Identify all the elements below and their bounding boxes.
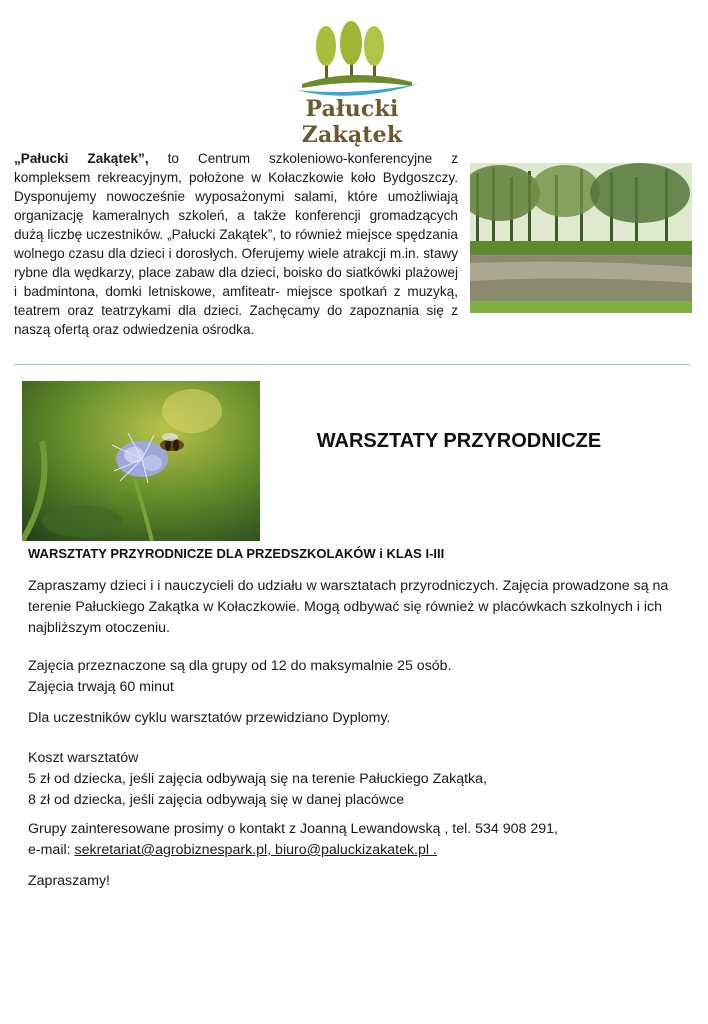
email-line — [28, 840, 678, 861]
paragraph-group-info — [28, 656, 678, 698]
intro-paragraph — [14, 149, 458, 339]
intro-name: „Pałucki Zakątek”, — [14, 151, 149, 166]
tree-crown — [316, 26, 336, 66]
group-size-line: Zajęcia przeznaczone są dla grupy od 12 do maksymalnie 25 osób. — [28, 658, 452, 674]
email-separator: , — [267, 842, 272, 858]
closing-line: Zapraszamy! — [28, 873, 110, 889]
paragraph-cost — [28, 748, 678, 811]
section-title: WARSZTATY PRZYRODNICZE — [316, 430, 602, 452]
section-divider — [14, 364, 690, 365]
email-link-sekretariat[interactable]: sekretariat@agrobiznespark.pl — [74, 842, 268, 858]
cost-onsite: 5 zł od dziecka, jeśli zajęcia odbywają się na terenie Pałuckiego Zakątka, — [28, 771, 487, 787]
bee-flower-photo — [22, 381, 260, 541]
contact-line: Grupy zainteresowane prosimy o kontakt z Joanną Lewandowską , tel. 534 908 291, — [28, 821, 558, 837]
email-link-biuro[interactable]: biuro@paluckizakatek.pl . — [271, 842, 437, 858]
intro-text: to Centrum szkoleniowo-konferencyjne z kompleksem rekreacyjnym, położone w Kołaczkowie koło Bydgoszczy. Dysponujemy nowocześnie wyposażonymi salami, które umożliwiają organizację kameralnych szkoleń, a także konferencji gromadzących dużą liczbę uczestników. „Pałucki Zakątek”, to również miejsce spędzania wolnego czasu dla dzieci i dorosłych. Oferujemy wiele atrakcji m.in. stawy rybne dla wędkarzy, place zabaw dla dzieci, boisko do siatkówki plażowej i badmintona, domki letniskowe, amfiteatr- miejsce spotkań z muzyką, teatrem oraz teatrzykami dla dzieci. Zachęcamy do zapoznania się z naszą ofertą oraz odwiedzenia ośrodka. — [14, 151, 458, 337]
tree-crown — [340, 21, 362, 65]
paragraph-invitation: Zapraszamy dzieci i i nauczycieli do udziału w warsztatach przyrodniczych. Zajęcia prowadzone są na terenie Pałuckiego Zakątka w Kołaczkowie. Mogą odbywać się również w placówkach szkolnych i ich najbliższym otoczeniu. — [28, 578, 669, 636]
hill — [302, 75, 412, 88]
pond-photo — [470, 163, 692, 313]
paragraph-diplomas: Dla uczestników cyklu warsztatów przewidziano Dyplomy. — [28, 710, 391, 726]
cost-heading: Koszt warsztatów — [28, 750, 139, 766]
tree-crown — [364, 26, 384, 66]
email-prefix: e-mail: — [28, 842, 75, 858]
logo-text: Pałucki Zakątek — [301, 96, 403, 148]
cost-offsite: 8 zł od dziecka, jeśli zajęcia odbywają się w danej placówce — [28, 792, 405, 808]
paragraph-contact — [28, 819, 678, 861]
duration-line: Zajęcia trwają 60 minut — [28, 679, 174, 695]
section-subtitle: WARSZTATY PRZYRODNICZE DLA PRZEDSZKOLAKÓW i KLAS I-III — [28, 546, 445, 561]
